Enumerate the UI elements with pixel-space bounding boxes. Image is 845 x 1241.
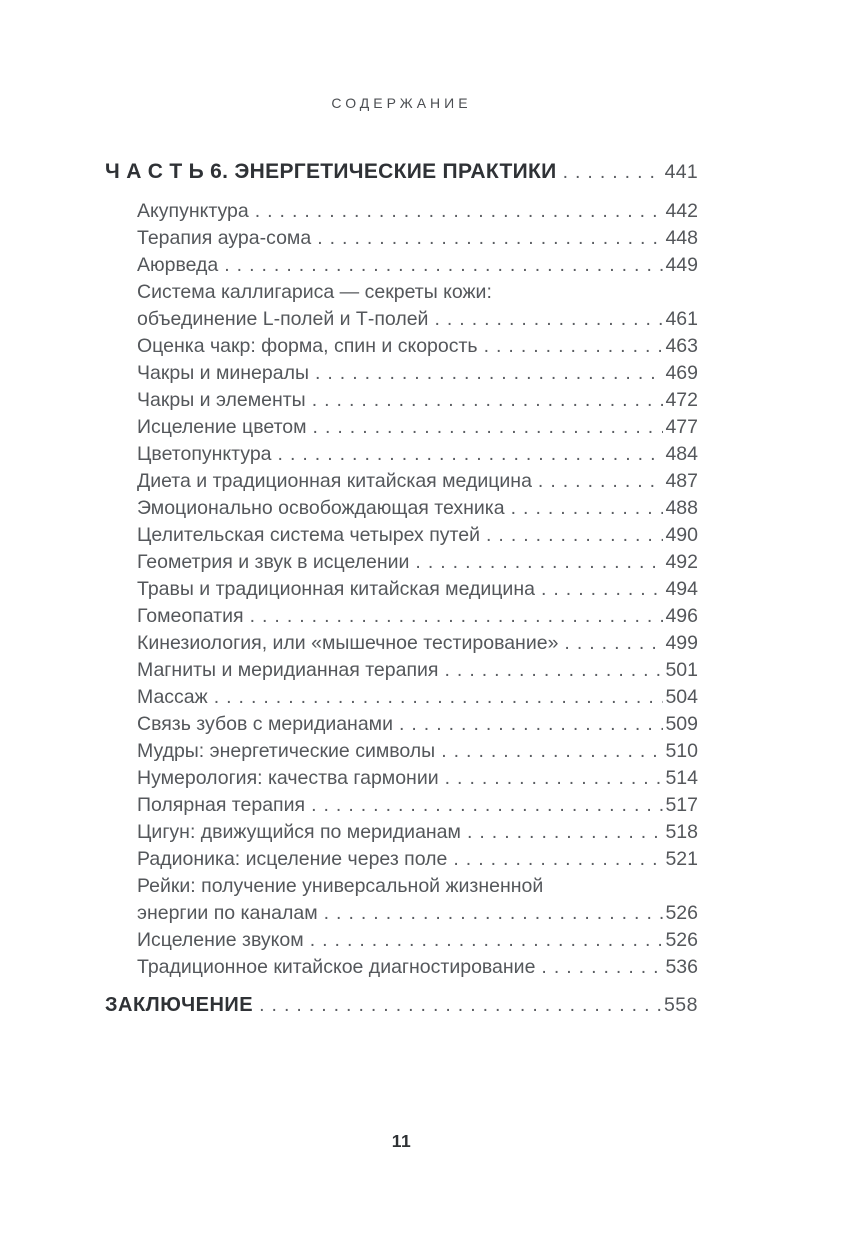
toc-entry-row: [137, 522, 698, 549]
toc-entry-title: Мудры: энергетические символы: [137, 740, 436, 762]
toc-entry-title: Чакры и элементы: [137, 389, 306, 411]
toc-part-heading-row: [105, 158, 698, 186]
dotted-leader: [224, 252, 663, 279]
dotted-leader: [538, 468, 664, 495]
toc-entry-page: 492: [665, 551, 698, 573]
toc-entry-row: [137, 549, 698, 576]
dotted-leader: [484, 333, 664, 360]
dotted-leader: [541, 954, 663, 981]
toc-entry-row: [137, 495, 698, 522]
toc-entry-row: [137, 684, 698, 711]
dotted-leader: [434, 306, 663, 333]
toc-entry-row: [137, 927, 698, 954]
toc-part-heading-page: 441: [664, 161, 698, 183]
toc-entry-page: 448: [665, 227, 698, 249]
dotted-leader: [313, 414, 664, 441]
dotted-leader: [563, 159, 663, 186]
toc-entry-page: 469: [665, 362, 698, 384]
toc-entry-page: 463: [665, 335, 698, 357]
dotted-leader: [312, 387, 664, 414]
dotted-leader: [467, 819, 664, 846]
toc-entry-row: [137, 711, 698, 738]
toc-entry-title: объединение L-полей и Т-полей: [137, 308, 429, 330]
toc-entry-title: Традиционное китайское диагностирование: [137, 956, 536, 978]
dotted-leader: [444, 657, 663, 684]
dotted-leader: [441, 738, 663, 765]
toc-entry-page: 526: [665, 902, 698, 924]
toc-entry-page: 521: [665, 848, 698, 870]
dotted-leader: [255, 198, 664, 225]
toc-entry-page: 488: [665, 497, 698, 519]
toc-entry-row: [137, 792, 698, 819]
toc-entry-page: 536: [665, 956, 698, 978]
dotted-leader: [564, 630, 663, 657]
dotted-leader: [445, 765, 664, 792]
toc-entry-title: Цигун: движущийся по меридианам: [137, 821, 461, 843]
toc-entry-row: [137, 954, 698, 981]
toc-entry-row: [137, 441, 698, 468]
toc-entry-title: Аюрведа: [137, 254, 219, 276]
toc-entry-title: Эмоционально освобождающая техника: [137, 497, 505, 519]
dotted-leader: [415, 549, 663, 576]
toc-entry-title: энергии по каналам: [137, 902, 318, 924]
dotted-leader: [317, 225, 663, 252]
toc-entry-row: [137, 603, 698, 630]
toc-entry-row: [137, 630, 698, 657]
toc-entry-page: 477: [665, 416, 698, 438]
toc-entry-page: 509: [665, 713, 698, 735]
toc-entry-page: 472: [665, 389, 698, 411]
dotted-leader: [541, 576, 664, 603]
toc-entry-page: 496: [665, 605, 698, 627]
page-number: 11: [391, 1131, 412, 1151]
toc-entry-row: [137, 225, 698, 252]
toc-entry-title: Магниты и меридианная терапия: [137, 659, 439, 681]
toc-entry-row: [137, 576, 698, 603]
dotted-leader: [399, 711, 663, 738]
toc-conclusion-row: [105, 992, 698, 1019]
toc-entry-page: 526: [665, 929, 698, 951]
toc-entry-title: Исцеление цветом: [137, 416, 307, 438]
toc-entry-title: Массаж: [137, 686, 208, 708]
toc-entry-title: Радионика: исцеление через поле: [137, 848, 448, 870]
toc-entry-row: [137, 468, 698, 495]
toc-entry-row: [137, 252, 698, 279]
toc-conclusion-title: ЗАКЛЮЧЕНИЕ: [105, 994, 254, 1016]
toc-entry-row: [137, 738, 698, 765]
toc-entry-row: [137, 198, 698, 225]
toc-entry-title: Цветопунктура: [137, 443, 272, 465]
dotted-leader: [214, 684, 664, 711]
toc-entry-row: [137, 873, 698, 900]
toc-entry-title: Геометрия и звук в исцелении: [137, 551, 410, 573]
toc-entry-row: [137, 846, 698, 873]
toc-entry-title: Терапия аура-сома: [137, 227, 312, 249]
toc-entry-title: Система каллигариса — секреты кожи:: [137, 281, 492, 303]
toc-entry-row: [137, 279, 698, 306]
toc-entry-page: 487: [665, 470, 698, 492]
dotted-leader: [511, 495, 664, 522]
toc-part-heading-title: Ч А С Т Ь 6. ЭНЕРГЕТИЧЕСКИЕ ПРАКТИКИ: [105, 160, 557, 183]
toc-entry-page: 499: [665, 632, 698, 654]
dotted-leader: [278, 441, 664, 468]
toc-entry-row: [137, 765, 698, 792]
toc-entry-title: Исцеление звуком: [137, 929, 304, 951]
toc-entry-row: [137, 306, 698, 333]
toc-entries: [105, 198, 698, 981]
toc-entry-title: Гомеопатия: [137, 605, 244, 627]
dotted-leader: [315, 360, 663, 387]
toc-entry-title: Кинезиология, или «мышечное тестирование»: [137, 632, 559, 654]
page-header: СОДЕРЖАНИЕ: [331, 95, 472, 111]
toc-entry-title: Нумерология: качества гармонии: [137, 767, 439, 789]
toc-entry-title: Рейки: получение универсальной жизненной: [137, 875, 544, 897]
toc-entry-page: 484: [665, 443, 698, 465]
toc-entry-row: [137, 900, 698, 927]
toc-entry-page: 504: [665, 686, 698, 708]
toc-entry-row: [137, 360, 698, 387]
dotted-leader: [324, 900, 664, 927]
toc-entry-page: 517: [665, 794, 698, 816]
dotted-leader: [453, 846, 663, 873]
toc-entry-page: 501: [665, 659, 698, 681]
toc-entry-row: [137, 657, 698, 684]
dotted-leader: [310, 927, 664, 954]
dotted-leader: [250, 603, 664, 630]
toc-entry-page: 514: [665, 767, 698, 789]
dotted-leader: [259, 992, 662, 1019]
toc-entry-page: 449: [665, 254, 698, 276]
toc-entry-title: Травы и традиционная китайская медицина: [137, 578, 535, 600]
toc-conclusion-page: 558: [663, 994, 698, 1016]
toc-entry-title: Чакры и минералы: [137, 362, 309, 384]
toc-entry-page: 461: [665, 308, 698, 330]
toc-entry-title: Диета и традиционная китайская медицина: [137, 470, 532, 492]
toc-entry-row: [137, 333, 698, 360]
toc-entry-page: 518: [665, 821, 698, 843]
toc-entry-title: Оценка чакр: форма, спин и скорость: [137, 335, 478, 357]
toc-entry-page: 510: [665, 740, 698, 762]
toc-entry-title: Целительская система четырех путей: [137, 524, 480, 546]
toc-entry-page: 490: [665, 524, 698, 546]
toc-entry-title: Акупунктура: [137, 200, 249, 222]
toc-entry-row: [137, 414, 698, 441]
toc-entry-page: 442: [665, 200, 698, 222]
toc-entry-row: [137, 819, 698, 846]
toc-entry-row: [137, 387, 698, 414]
dotted-leader: [311, 792, 663, 819]
toc-entry-title: Полярная терапия: [137, 794, 306, 816]
dotted-leader: [486, 522, 663, 549]
toc-entry-page: 494: [665, 578, 698, 600]
toc: [105, 158, 698, 1019]
toc-entry-title: Связь зубов с меридианами: [137, 713, 393, 735]
